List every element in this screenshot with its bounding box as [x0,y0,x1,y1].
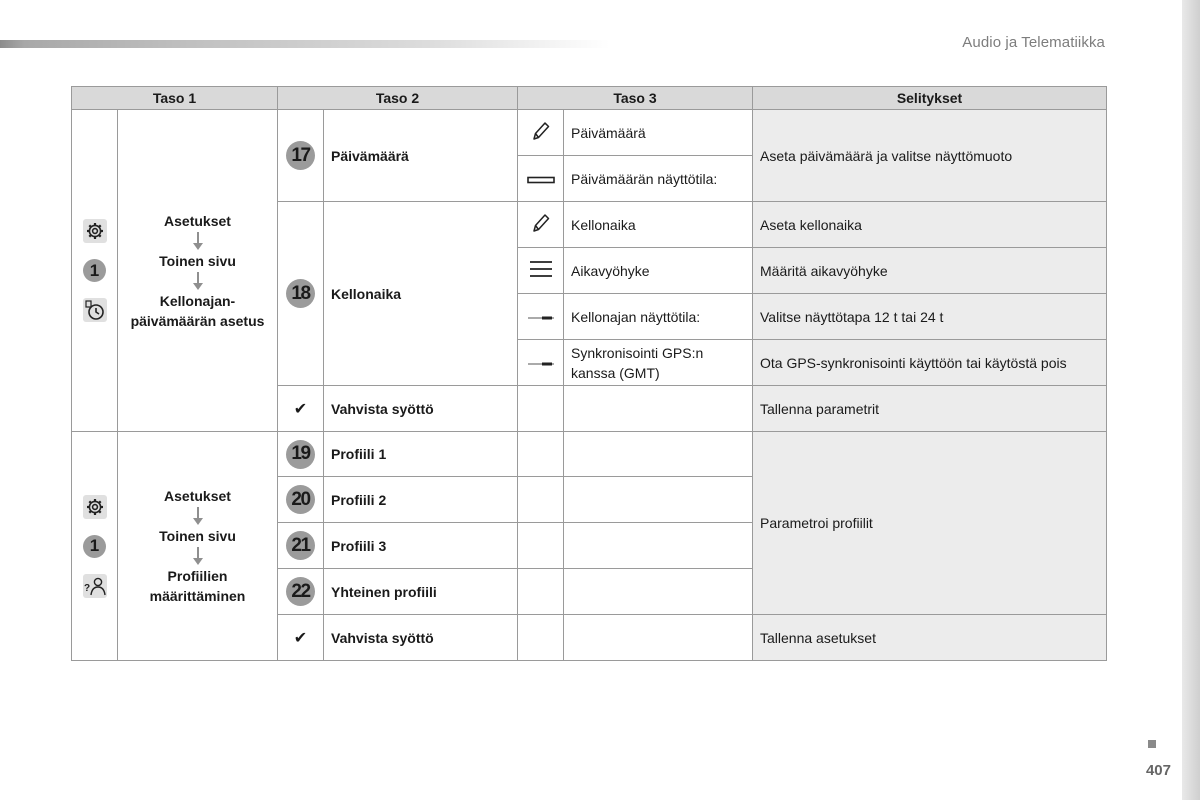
arrow-down-icon [193,271,203,291]
level1-path-cell [118,110,278,432]
description-time-display: Valitse näyttötapa 12 t tai 24 t [753,294,1107,340]
description-time: Aseta kellonaika [753,202,1107,248]
level2-profile1-label[interactable]: Profiili 1 [324,432,518,477]
slider-icon [527,360,555,368]
header-level3: Taso 3 [518,87,753,110]
level3-icon-cell [518,294,564,340]
list-icon [529,260,553,278]
level3-icon-cell [518,110,564,156]
level2-profile3-label[interactable]: Profiili 3 [324,523,518,569]
gear-icon [83,495,107,519]
level2-check-cell [278,615,324,661]
header-level2: Taso 2 [278,87,518,110]
level1-item-settings: Asetukset [164,488,231,504]
level2-check-cell [278,386,324,432]
header-level1: Taso 1 [72,87,278,110]
level2-num-cell [278,569,324,615]
description-save-settings: Tallenna asetukset [753,615,1107,661]
number-badge-18: 18 [286,279,315,308]
level2-num-cell [278,202,324,386]
level2-date-label[interactable]: Päivämäärä [324,110,518,202]
table-row [72,110,1107,156]
page-header-title: Audio ja Telematiikka [962,34,1105,51]
number-badge-21: 21 [286,531,315,560]
level1-item-settings: Asetukset [164,212,231,229]
level1-icons-cell [72,432,118,661]
empty-cell [564,615,753,661]
table-header-row [72,87,1107,110]
level2-num-cell [278,477,324,523]
number-badge-19: 19 [286,440,315,469]
level2-num-cell [278,432,324,477]
level1-icons-cell [72,110,118,432]
description-gps-sync: Ota GPS-synkronisointi käyttöön tai käytöstä pois [753,340,1107,386]
arrow-down-icon [193,231,203,251]
level1-item-second-page: Toinen sivu [159,528,236,544]
level2-profile2-label[interactable]: Profiili 2 [324,477,518,523]
top-decorative-bar [0,40,610,48]
description-timezone: Määritä aikavyöhyke [753,248,1107,294]
level3-gps-sync-label[interactable]: Synkronisointi GPS:n kanssa (GMT) [564,340,753,386]
level3-time-label[interactable]: Kellonaika [564,202,753,248]
level2-confirm-label[interactable]: Vahvista syöttö [324,615,518,661]
level3-timezone-label[interactable]: Aikavyöhyke [564,248,753,294]
gear-icon [83,219,107,243]
check-icon: ✔ [293,629,308,647]
rectangle-field-icon [527,176,555,184]
empty-cell [518,569,564,615]
empty-cell [518,615,564,661]
arrow-down-icon [193,546,203,566]
table-row [72,432,1107,477]
empty-cell [518,432,564,477]
description-profiles: Parametroi profiilit [753,432,1107,615]
pencil-icon [531,212,551,234]
pencil-icon [531,120,551,142]
empty-cell [564,477,753,523]
page-marker [1148,740,1156,748]
level3-icon-cell [518,340,564,386]
level3-icon-cell [518,202,564,248]
empty-cell [518,386,564,432]
check-icon: ✔ [293,400,308,418]
clock-calendar-icon [83,298,107,322]
level1-item-profiles: Profiilien määrittäminen [149,568,246,604]
empty-cell [564,432,753,477]
number-badge-17: 17 [286,141,315,170]
level3-time-display-label[interactable]: Kellonajan näyttötila: [564,294,753,340]
level2-confirm-label[interactable]: Vahvista syöttö [324,386,518,432]
number-badge-20: 20 [286,485,315,514]
level1-path-cell [118,432,278,661]
right-edge-bar [1182,0,1200,800]
number-badge-22: 22 [286,577,315,606]
level2-time-label[interactable]: Kellonaika [324,202,518,386]
level3-date-display-label[interactable]: Päivämäärän näyttötila: [564,156,753,202]
level1-item-datetime: Kellonajan- päivämäärän asetus [130,292,265,329]
page-badge-icon: 1 [83,535,106,558]
empty-cell [564,569,753,615]
description-save-parameters: Tallenna parametrit [753,386,1107,432]
description-date: Aseta päivämäärä ja valitse näyttömuoto [753,110,1107,202]
level3-date-label[interactable]: Päivämäärä [564,110,753,156]
settings-table [71,86,1107,661]
empty-cell [564,386,753,432]
level1-item-second-page: Toinen sivu [159,252,236,269]
page-number: 407 [1145,762,1171,779]
profile-icon [83,574,107,598]
empty-cell [518,523,564,569]
empty-cell [518,477,564,523]
arrow-down-icon [193,506,203,526]
slider-icon [527,314,555,322]
level2-num-cell [278,523,324,569]
svg-text:?: ? [83,582,90,594]
level3-icon-cell [518,248,564,294]
level2-common-profile-label[interactable]: Yhteinen profiili [324,569,518,615]
level3-icon-cell [518,156,564,202]
level2-num-cell [278,110,324,202]
page-badge-icon: 1 [83,259,106,282]
empty-cell [564,523,753,569]
header-description: Selitykset [753,87,1107,110]
